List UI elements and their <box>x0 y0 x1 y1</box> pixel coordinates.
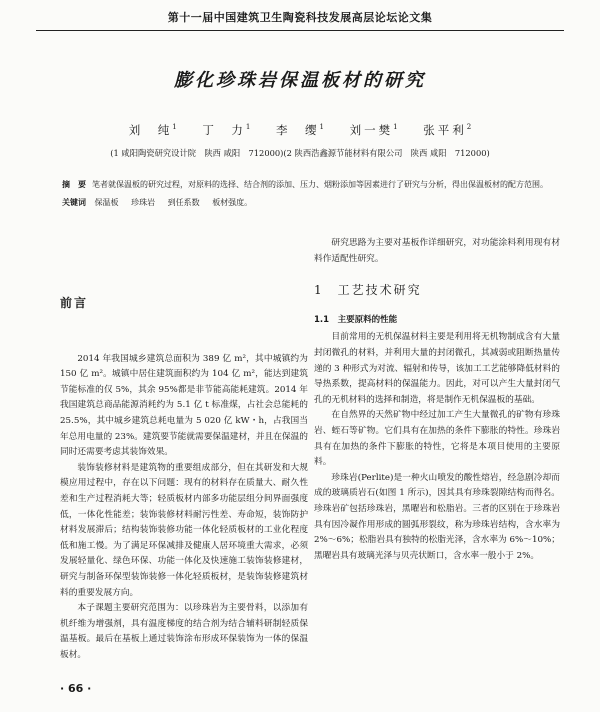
left-column <box>60 296 308 663</box>
right-column <box>314 236 560 564</box>
paragraph: 目前常用的无机保温材料主要是利用将无机物制成含有大量封闭微孔的材料，并利用大量的封闭微孔，其减弱或阻断热量传递的 3 种形式为对流、辐射和传导，该加工工艺能够降低材料的导热系数，提高材料的保温能力。因此，对可以产生大量封闭气孔的无机材料的选择和制造，将是制作无机保温板的基础。 <box>314 332 560 405</box>
section-heading-preface: 前言 <box>60 296 89 310</box>
paragraph: 在自然界的天然矿物中经过加工产生大量微孔的矿物有珍珠岩、蛭石等矿物。它们具有在加热的条件下膨胀的特性。珍珠岩具有在加热的条件下膨胀的特性，它将是本项目使用的主要原料。 <box>314 410 560 468</box>
paragraph: 珍珠岩(Perlite)是一种火山喷发的酸性熔岩，经急剧冷却而成的玻璃质岩石(如图 1 所示)，因其具有珍珠裂隙结构而得名。珍珠岩矿包括珍珠岩，黑曜岩和松脂岩。三者的区别在于珍珠岩具有因冷凝作用形成的圆弧形裂纹，称为珍珠岩结构，含水率为 2%～6%；松脂岩具有独特的松脂光泽，含水率为 6%～10%；黑曜岩具有玻璃光泽与贝壳状断口，含水率一般小于 2%。 <box>314 472 560 561</box>
author-2: 丁 力$^1$ <box>202 123 251 137</box>
journal-title: 第十一届中国建筑卫生陶瓷科技发展高层论坛论文集 <box>167 11 433 24</box>
keyword: 板材强度。 <box>212 198 253 207</box>
section-heading-1: 1 工艺技术研究 <box>314 283 422 298</box>
author-3: 李 缨$^1$ <box>276 123 324 137</box>
keyword: 保温板 <box>94 198 119 207</box>
paragraph: 装饰装修材料是建筑物的重要组成部分，但在其研发和大规模应用过程中，存在以下问题：现有的材料存在质量大、耐久性差和生产过程消耗大等；轻质板材内部多功能层组分间界面强度低，一体化性能差；装饰装修材料耐污性差、寿命短，装饰防护材料发展滞后；结构装饰装修功能一体化轻质板材的工业化程度低和施工慢。为了满足环保减排及健康人居环境重大需求，必须发展轻量化、绿色环保、功能一体化及快速施工装饰装修建材，研究与制备环保型装饰装修一体化轻质板材，是装饰装修建筑材料的重要发展方向。 <box>60 462 308 598</box>
abstract-block <box>62 178 557 209</box>
author-1: 刘 纯$^1$ <box>128 123 177 137</box>
abstract-text: 笔者就保温板的研究过程，对原料的选择、结合剂的添加、压力、烟粉添加等因素进行了研究与分析，得出保温板材的配方范围。 <box>92 180 548 189</box>
paragraph: 2014 年我国城乡建筑总面积为 389 亿 m²，其中城镇约为 150 亿 m²。城镇中居住建筑面积约为 104 亿 m²，能达到建筑节能标准的仅 5%，其余 95%都是非节能高能耗建筑。2014 年我国建筑总商品能源消耗约为 5.1 亿 t 标准煤，占社会总能耗的 25.5%，其中城乡建筑总耗电量为 5 020 亿 kW・h，占我国当年总用电量的 23%。建筑要节能就需要保温建材，并且在保温的同时还需要考虑其装饰效果。 <box>60 353 308 458</box>
keywords-label: 关键词 <box>62 198 86 207</box>
keyword: 珍珠岩 <box>131 198 156 207</box>
keyword: 到任系数 <box>167 198 200 207</box>
paragraph: 研究思路为主要对基板作详细研究，对功能涂料利用现有材料作适配性研究。 <box>314 238 560 264</box>
keywords <box>62 196 557 209</box>
affiliation: (1 咸阳陶瓷研究设计院 陕西 咸阳 712000)(2 陕西浩鑫源节能材料有限公司 陕西 咸阳 712000) <box>110 148 490 158</box>
paragraph: 本子课题主要研究范围为：以珍珠岩为主要骨料，以添加有机纤维为增强剂，具有温度梯度的结合剂为结合辅料研制轻质保温基板。最后在基板上通过装饰涂布形成环保装饰为一体的保温板材。 <box>60 603 308 660</box>
author-5: 张平利$^2$ <box>423 123 472 137</box>
author-4: 刘一樊$^1$ <box>349 123 398 137</box>
running-header <box>36 6 564 31</box>
abstract <box>62 178 557 191</box>
subsection-heading-1-1: 1.1 主要原料的性能 <box>314 314 398 325</box>
page-number: · 66 · <box>60 682 92 695</box>
abstract-label: 摘 要 <box>62 180 86 189</box>
author-list <box>0 122 600 138</box>
paper-title: 膨化珍珠岩保温板材的研究 <box>174 70 426 91</box>
